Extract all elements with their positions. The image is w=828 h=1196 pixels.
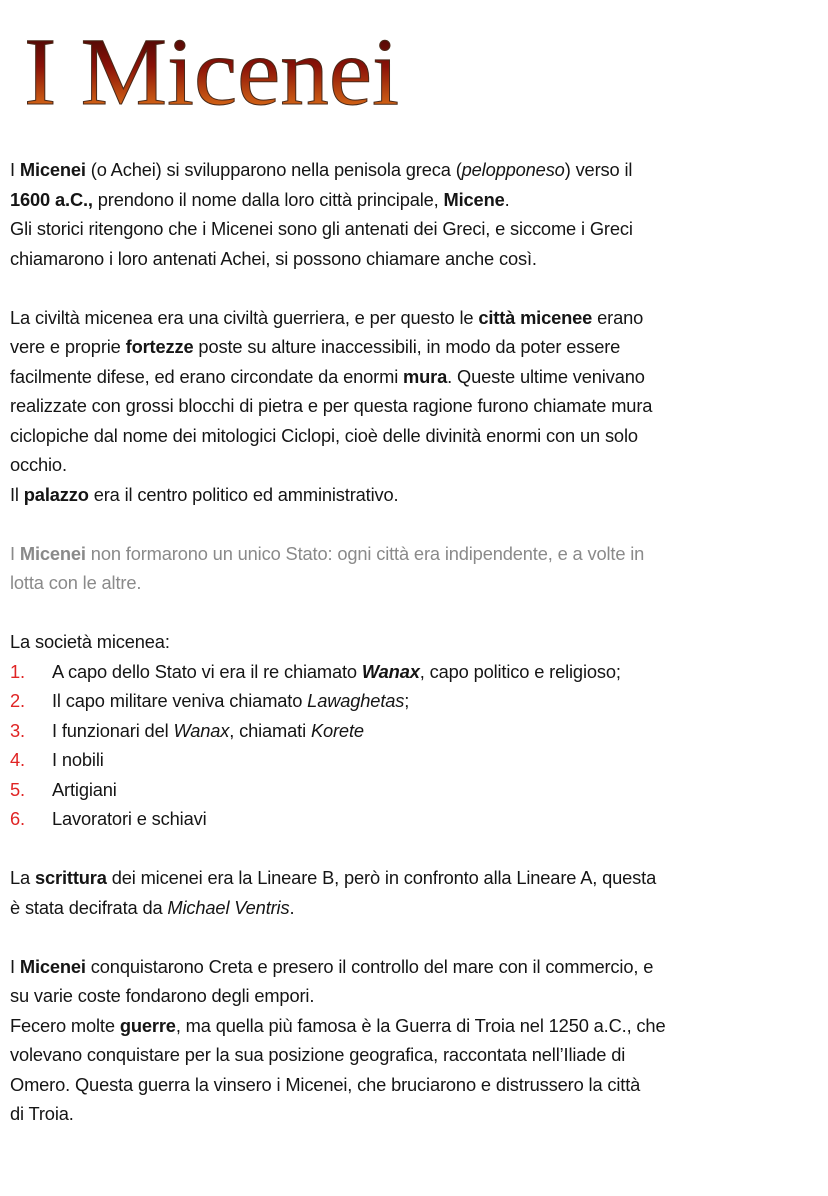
list-number: 2. <box>10 690 25 711</box>
emphasis-text: mura <box>403 365 448 387</box>
text-run: volevano conquistare per la sua posizione geografica, raccontata nell’Iliade di <box>10 1044 626 1065</box>
text-run: La società micenea: <box>10 631 170 652</box>
text-line <box>10 391 825 421</box>
society-list <box>10 657 825 834</box>
text-run: Wanax <box>361 660 420 682</box>
text-run: prendono il nome dalla loro città principale, <box>92 188 444 210</box>
blank-line <box>10 598 825 628</box>
paragraph <box>10 627 825 834</box>
list-number: 3. <box>10 719 25 741</box>
emphasis-text: fortezze <box>125 336 194 357</box>
text-run: di Troia. <box>10 1103 74 1124</box>
text-run: Omero. Questa guerra la vinsero i Micenei, che bruciarono e distrussero la città <box>10 1073 641 1095</box>
text-run: ciclopiche dal nome dei mitologici Ciclopi, cioè delle divinità enormi con un solo <box>10 424 638 446</box>
text-line <box>10 1011 825 1041</box>
text-run: La civiltà micenea era una civiltà guerriera, e per questo le <box>10 306 479 328</box>
emphasis-text: Wanax <box>173 719 230 741</box>
emphasis-text: Micenei <box>19 955 86 977</box>
emphasis-text: 1600 a.C., <box>10 188 93 210</box>
text-line <box>10 1099 825 1129</box>
text-run: su varie coste fondarono degli empori. <box>10 985 315 1006</box>
text-run: è stata decifrata da <box>10 896 168 918</box>
text-line <box>10 362 825 392</box>
text-run: I <box>10 542 20 564</box>
text-run: occhio. <box>10 454 67 475</box>
text-run: erano <box>592 306 644 328</box>
text-run: non formarono un unico Stato: ogni città era indipendente, e a volte in <box>85 542 645 564</box>
text-run: Il <box>10 483 24 505</box>
emphasis-text: Korete <box>310 719 364 741</box>
text-line <box>10 480 825 510</box>
paragraph <box>10 539 825 598</box>
text-line <box>10 155 825 185</box>
list-item <box>10 804 825 834</box>
text-run: . Queste ultime venivano <box>447 365 645 387</box>
emphasis-text: Micenei <box>19 542 86 564</box>
text-run: realizzate con grossi blocchi di pietra e per questa ragione furono chiamate mura <box>10 395 653 416</box>
text-run: conquistarono Creta e presero il controllo del mare con il commercio, e <box>85 955 654 977</box>
list-item <box>10 716 825 746</box>
emphasis-text: Micene <box>443 188 505 210</box>
emphasis-text: guerre <box>119 1014 176 1036</box>
text-line <box>10 214 825 244</box>
text-run: ; <box>404 690 410 711</box>
paragraph <box>10 303 825 510</box>
emphasis-text: Michael Ventris <box>167 896 290 918</box>
list-item <box>10 657 825 687</box>
text-run: Il capo militare veniva chiamato <box>52 690 308 711</box>
text-line <box>10 627 825 657</box>
emphasis-text <box>362 661 420 682</box>
text-run: (o Achei) si svilupparono nella penisola greca ( <box>85 159 462 180</box>
text-run: , capo politico e religioso; <box>419 660 621 682</box>
text-line <box>10 1070 825 1100</box>
text-run: , chiamati <box>229 719 311 741</box>
text-line <box>10 539 825 569</box>
text-run: I nobili <box>52 749 104 770</box>
text-run: era il centro politico ed amministrativo. <box>88 483 399 505</box>
list-number: 1. <box>10 660 25 682</box>
text-line <box>10 185 825 215</box>
text-run: Artigiani <box>52 778 117 800</box>
text-line <box>10 863 825 893</box>
list-number: 5. <box>10 778 25 800</box>
text-line <box>10 893 825 923</box>
paragraph <box>10 952 825 1129</box>
text-run: La <box>10 867 35 888</box>
page-title-logo <box>22 18 422 118</box>
text-run: vere e proprie <box>10 336 126 357</box>
list-item <box>10 686 825 716</box>
text-run: facilmente difese, ed erano circondate da enormi <box>10 365 404 387</box>
text-line <box>10 1040 825 1070</box>
text-line <box>10 450 825 480</box>
blank-line <box>10 922 825 952</box>
list-item <box>10 775 825 805</box>
text-line <box>10 244 825 274</box>
text-line <box>10 952 825 982</box>
text-line <box>10 303 825 333</box>
text-run: Lavoratori e schiavi <box>52 808 207 829</box>
text-run: . <box>504 188 510 210</box>
text-run: A capo dello Stato vi era il re chiamato <box>52 660 362 682</box>
paragraph <box>10 863 825 922</box>
document-body <box>10 155 825 1129</box>
text-run: dei micenei era la Lineare B, però in confronto alla Lineare A, questa <box>106 867 657 888</box>
emphasis-text: palazzo <box>23 483 89 505</box>
text-line <box>10 981 825 1011</box>
page-title: I Micenei <box>24 18 399 118</box>
text-run: ) verso il <box>564 159 633 180</box>
text-line <box>10 421 825 451</box>
blank-line <box>10 509 825 539</box>
text-line <box>10 568 825 598</box>
paragraph <box>10 155 825 273</box>
text-line <box>10 332 825 362</box>
emphasis-text: pelopponeso <box>461 159 565 180</box>
list-number: 4. <box>10 749 25 770</box>
list-number: 6. <box>10 808 25 829</box>
emphasis-text: Micenei <box>19 159 86 180</box>
text-run: , ma quella più famosa è la Guerra di Troia nel 1250 a.C., che <box>175 1014 666 1036</box>
blank-line <box>10 273 825 303</box>
blank-line <box>10 834 825 864</box>
text-run: poste su alture inaccessibili, in modo da poter essere <box>193 336 621 357</box>
text-run: I funzionari del <box>52 719 174 741</box>
text-run: chiamarono i loro antenati Achei, si possono chiamare anche così. <box>10 247 537 269</box>
text-run: Fecero molte <box>10 1014 120 1036</box>
emphasis-text: città micenee <box>478 306 593 328</box>
text-run: . <box>289 896 295 918</box>
text-run: I <box>10 159 20 180</box>
text-run: Gli storici ritengono che i Micenei sono gli antenati dei Greci, e siccome i Greci <box>10 218 633 239</box>
list-item <box>10 745 825 775</box>
text-run: I <box>10 955 20 977</box>
emphasis-text: scrittura <box>34 867 107 888</box>
text-run: lotta con le altre. <box>10 572 142 593</box>
emphasis-text: Lawaghetas <box>307 690 405 711</box>
